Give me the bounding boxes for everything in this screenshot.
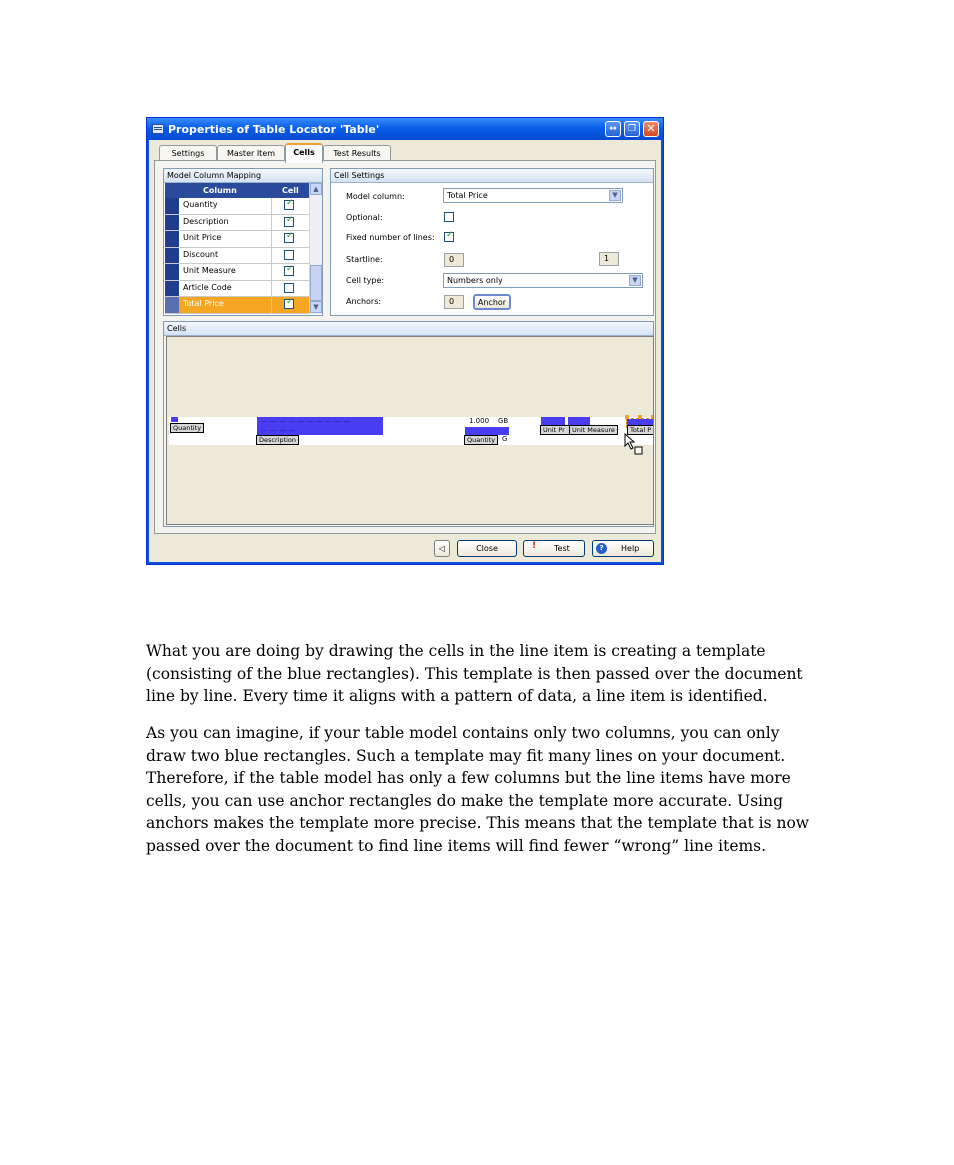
scroll-thumb[interactable] <box>310 265 322 301</box>
mapping-row[interactable] <box>165 264 309 281</box>
close-icon[interactable]: ✕ <box>643 121 659 137</box>
paragraph-2: As you can imagine, if your table model contains only two columns, you can only draw two blue rectangles. Such a template may fit many lines on your document. Therefore, if the table model has only a few columns but the line items have more cells, you can use anchor rectangles do make the template more accurate. Using anchors makes the template more precise. This means that the template that is now passed over the document to find line items will find fewer “wrong” line items. <box>146 724 810 855</box>
unit-price-cell-rect[interactable] <box>541 417 565 425</box>
mapping-row[interactable] <box>165 198 309 215</box>
grid-divider <box>271 264 272 280</box>
resize-handle[interactable] <box>651 415 654 419</box>
properties-dialog <box>146 117 664 565</box>
model-column-value: Total Price <box>447 191 488 200</box>
model-column-mapping-group <box>163 168 323 316</box>
test-button-label: Test <box>554 544 570 553</box>
cell-type-select[interactable] <box>443 273 643 288</box>
help-button[interactable] <box>592 540 654 557</box>
window-icon <box>152 124 164 134</box>
column-name: Total Price <box>183 299 224 308</box>
group-title: Cells <box>164 322 653 336</box>
grid-divider <box>271 297 272 313</box>
column-name: Unit Price <box>183 233 222 242</box>
startline-label: Startline: <box>346 255 383 264</box>
column-header[interactable]: Column <box>203 186 237 195</box>
cell-checkbox[interactable] <box>284 266 294 276</box>
unit-measure-tag: Unit Measure <box>569 425 618 435</box>
scroll-up-icon[interactable]: ▲ <box>310 183 322 195</box>
row-selector[interactable] <box>165 231 179 247</box>
window-title: Properties of Table Locator 'Table' <box>168 123 380 136</box>
tab-master-item[interactable]: Master Item <box>217 145 285 161</box>
fixed-lines-checkbox[interactable] <box>444 232 454 242</box>
quantity-value: 1.000 <box>469 417 490 425</box>
resize-handle[interactable] <box>625 415 629 419</box>
cell-settings-group <box>330 168 654 316</box>
row-selector[interactable] <box>165 198 179 214</box>
mapping-grid <box>165 183 309 314</box>
dialog-client <box>149 140 661 562</box>
model-column-select[interactable] <box>443 188 623 203</box>
optional-checkbox[interactable] <box>444 212 454 222</box>
description-tag: Description <box>256 435 299 445</box>
grid-divider <box>271 198 272 214</box>
description-cell-text: — — — — <box>261 426 296 434</box>
tab-panel <box>154 160 656 534</box>
chevron-down-icon[interactable]: ▼ <box>609 190 621 201</box>
paragraph-1: What you are doing by drawing the cells in the line item is creating a template (consisting of the blue rectangles). This template is then passed over the document line by line. Every time it aligns with a pattern of data, a line item is identified. <box>146 642 803 705</box>
quantity-tag: Quantity <box>170 423 204 433</box>
cell-checkbox[interactable] <box>284 217 294 227</box>
model-column-label: Model column: <box>346 192 405 201</box>
column-name: Article Code <box>183 282 232 292</box>
cell-header[interactable]: Cell <box>282 186 299 195</box>
close-button[interactable]: Close <box>457 540 517 557</box>
resize-handle[interactable] <box>638 415 642 419</box>
total-price-tag: Total P <box>627 425 654 435</box>
maximize-icon[interactable]: ❐ <box>624 121 640 137</box>
optional-label: Optional: <box>346 213 383 222</box>
quantity-tag-2: Quantity <box>464 435 498 445</box>
column-name: Unit Measure <box>183 266 236 275</box>
description-cell-text: — — — — — — — — — — <box>261 417 351 425</box>
quantity-cell-rect[interactable] <box>171 417 178 422</box>
back-arrow-icon[interactable]: ◁ <box>434 540 450 557</box>
anchors-label: Anchors: <box>346 297 382 306</box>
cell-checkbox[interactable] <box>284 200 294 210</box>
exclamation-icon: ! <box>532 541 537 551</box>
mapping-scrollbar[interactable] <box>309 183 322 314</box>
restore-arrows-icon[interactable]: ↔ <box>605 121 621 137</box>
tab-test-results[interactable]: Test Results <box>323 145 391 161</box>
mapping-row[interactable] <box>165 231 309 248</box>
help-button-label: Help <box>621 544 640 553</box>
cell-type-value: Numbers only <box>447 276 503 285</box>
grid-divider <box>271 248 272 264</box>
group-title: Model Column Mapping <box>164 169 322 183</box>
startline-field[interactable]: 0 <box>444 253 464 267</box>
grid-divider <box>271 215 272 231</box>
cell-type-label: Cell type: <box>346 276 385 285</box>
anchor-button[interactable]: Anchor <box>473 294 511 310</box>
mapping-row[interactable] <box>165 297 309 314</box>
cell-checkbox[interactable] <box>284 283 294 293</box>
cells-group <box>163 321 654 527</box>
mouse-pointer-icon <box>624 433 646 457</box>
row-selector[interactable] <box>165 297 179 313</box>
cell-checkbox[interactable] <box>284 299 294 309</box>
test-button[interactable] <box>523 540 585 557</box>
description-cell-rect[interactable] <box>257 417 383 435</box>
row-selector[interactable] <box>165 248 179 264</box>
column-name: Discount <box>183 249 219 259</box>
quantity-cell-rect-2[interactable] <box>465 427 509 435</box>
mapping-row[interactable] <box>165 248 309 265</box>
row-selector[interactable] <box>165 281 179 297</box>
cell-checkbox[interactable] <box>284 233 294 243</box>
column-name: Quantity <box>183 200 218 209</box>
grid-divider <box>271 231 272 247</box>
scroll-down-icon[interactable]: ▼ <box>310 301 322 313</box>
quantity-unit-2: G <box>502 435 508 443</box>
cells-canvas[interactable] <box>166 336 654 525</box>
row-selector[interactable] <box>165 215 179 231</box>
mapping-row[interactable] <box>165 215 309 232</box>
chevron-down-icon[interactable]: ▼ <box>629 275 641 286</box>
title-bar[interactable] <box>147 118 663 140</box>
group-title: Cell Settings <box>331 169 653 183</box>
unit-price-tag: Unit Pr <box>540 425 570 435</box>
fixed-lines-label: Fixed number of lines: <box>346 233 435 242</box>
mapping-row[interactable] <box>165 281 309 298</box>
unit-measure-cell-rect[interactable] <box>568 417 590 425</box>
tab-settings[interactable]: Settings <box>159 145 217 161</box>
grid-divider <box>271 281 272 297</box>
lines-field[interactable]: 1 <box>599 252 619 266</box>
quantity-unit: GB <box>498 417 509 425</box>
anchors-field[interactable]: 0 <box>444 295 464 309</box>
row-selector[interactable] <box>165 264 179 280</box>
help-icon: ? <box>596 543 607 554</box>
column-name: Description <box>183 216 229 226</box>
tab-cells[interactable]: Cells <box>285 143 323 163</box>
cell-checkbox[interactable] <box>284 250 294 260</box>
grid-header <box>165 183 309 198</box>
